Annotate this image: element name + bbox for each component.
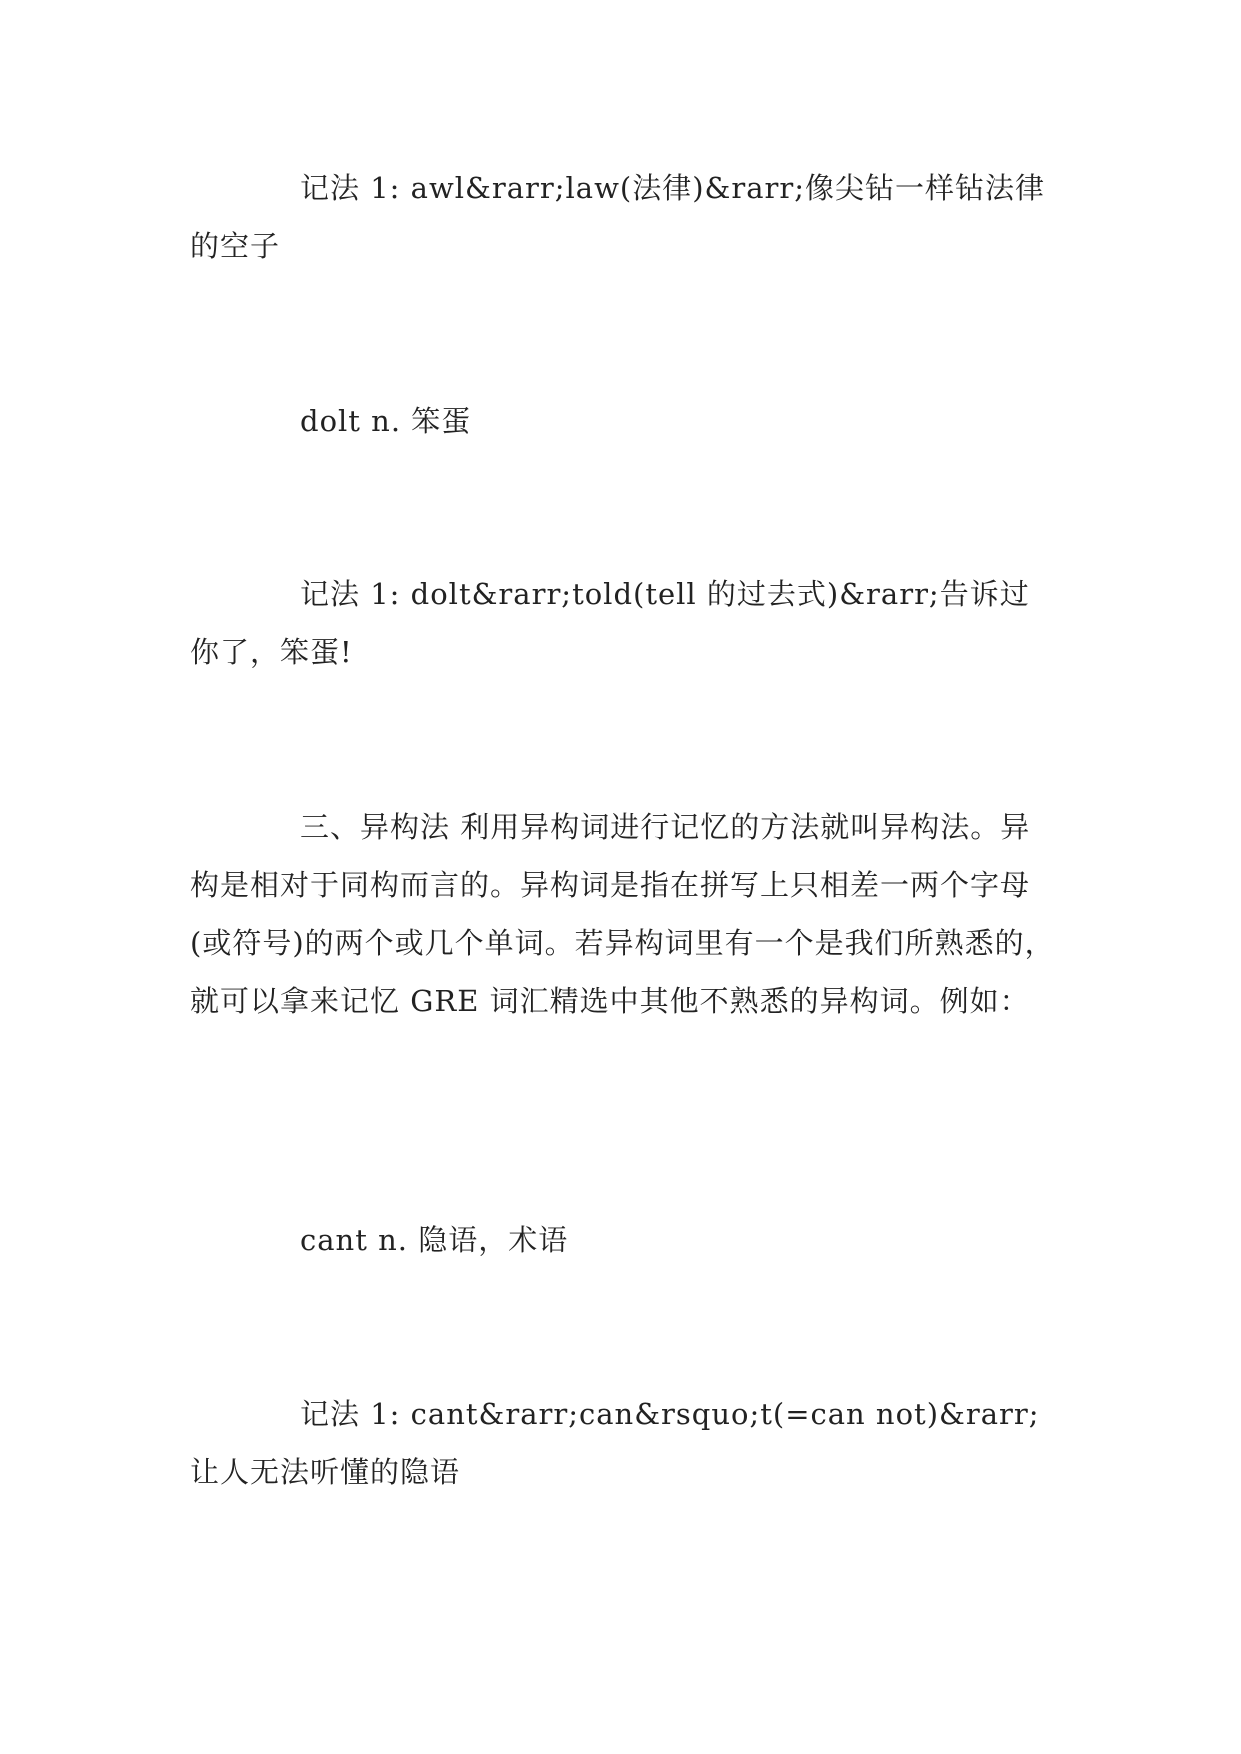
word-entry-dolt: dolt n. 笨蛋 (300, 404, 472, 438)
mnemonic-dolt-paragraph: 记法 1: dolt&rarr;told(tell 的过去式)&rarr;告诉过你了，笨蛋! (190, 577, 1030, 669)
mnemonic-awl-paragraph: 记法 1: awl&rarr;law(法律)&rarr;像尖钻一样钻法律的空子 (190, 171, 1045, 263)
heterograph-method-paragraph: 三、异构法 利用异构词进行记忆的方法就叫异构法。异构是相对于同构而言的。异构词是指在拼写上只相差一两个字母(或符号)的两个或几个单词。若异构词里有一个是我们所熟悉的，就可以拿来记忆 GRE 词汇精选中其他不熟悉的异构词。例如： (190, 810, 1055, 1018)
mnemonic-cant-paragraph: 记法 1: cant&rarr;can&rsquo;t(=can not)&rarr;让人无法听懂的隐语 (190, 1397, 1040, 1489)
word-entry-cant: cant n. 隐语，术语 (300, 1223, 569, 1257)
